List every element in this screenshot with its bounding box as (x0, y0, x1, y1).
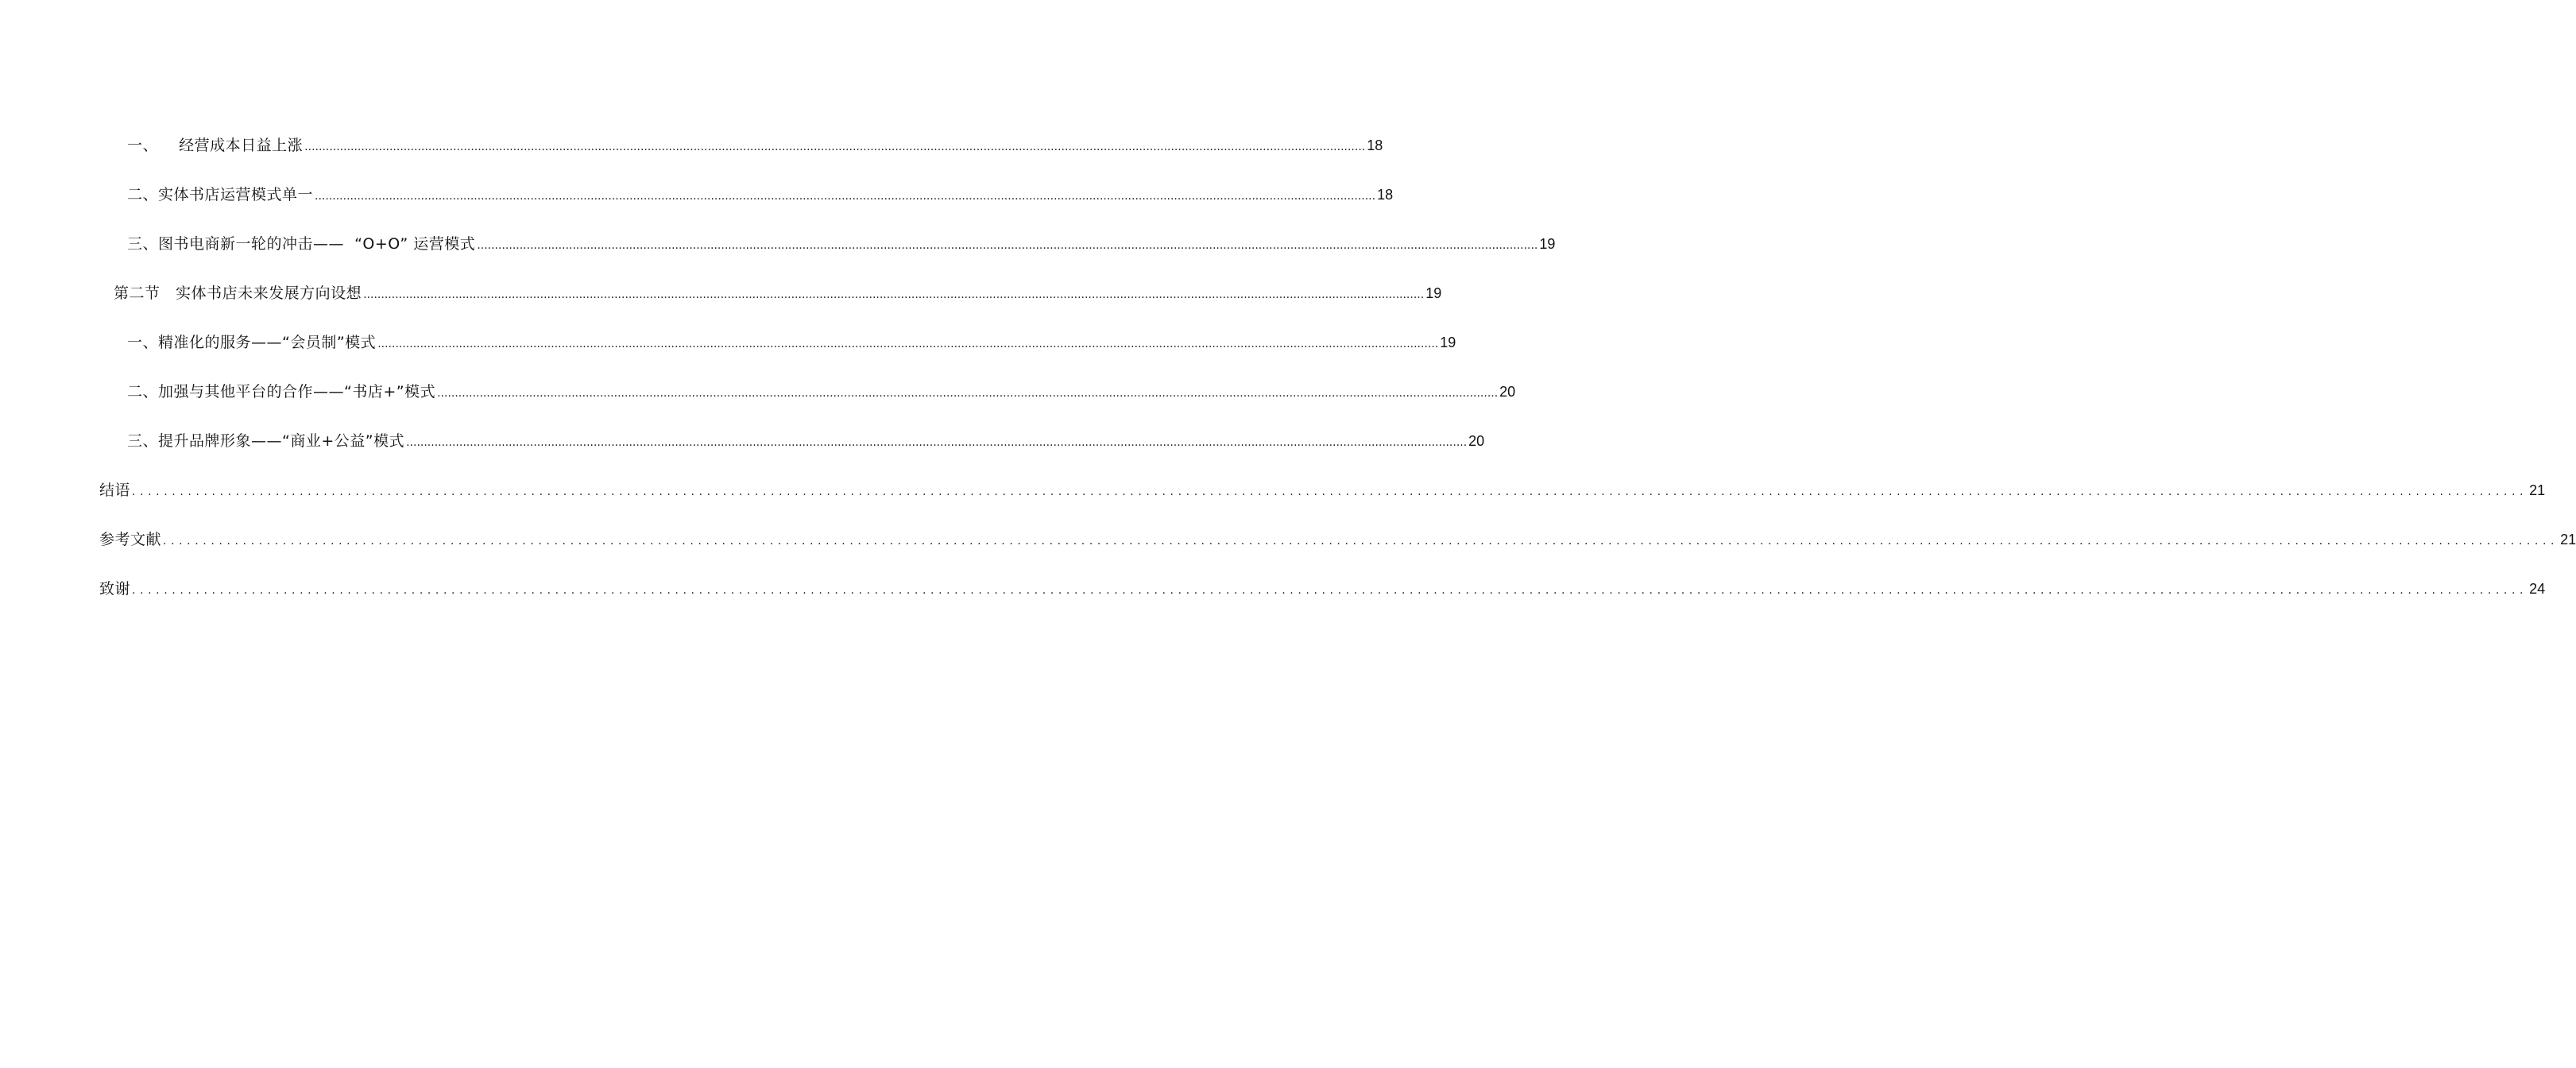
toc-entry-page: 18 (1377, 187, 1394, 203)
toc-entry-title: 三、图书电商新一轮的冲击—— “O+O” 运营模式 (127, 234, 476, 253)
toc-entry-title: 一、 经营成本日益上涨 (127, 136, 304, 154)
toc-entry-page: 21 (2529, 482, 2546, 498)
toc-entry-title: 三、提升品牌形象——“商业+公益”模式 (127, 431, 405, 450)
dot-leader: ............................................................................................................................................................................................................................................................................................................ (477, 239, 1538, 252)
table-of-contents (0, 121, 2576, 613)
dot-leader: ............................................................................................................................................................................................................................................................................................................ (163, 535, 2559, 548)
dot-leader: ............................................................................................................................................................................................................................................................................................................ (437, 387, 1499, 400)
toc-entry-page: 20 (1468, 433, 1485, 449)
toc-entry-page: 21 (2560, 532, 2576, 548)
toc-entry[interactable] (0, 416, 1485, 466)
toc-entry[interactable] (0, 219, 1556, 269)
toc-entry[interactable] (0, 515, 2576, 564)
dot-leader: ............................................................................................................................................................................................................................................................................................................ (304, 141, 1366, 153)
toc-entry[interactable] (0, 318, 1456, 367)
toc-entry[interactable] (0, 121, 1383, 170)
toc-entry-title: 二、实体书店运营模式单一 (127, 185, 314, 203)
toc-entry[interactable] (0, 367, 1516, 416)
toc-entry-page: 19 (1539, 236, 1556, 252)
dot-leader: ............................................................................................................................................................................................................................................................................................................ (406, 436, 1468, 449)
toc-entry[interactable] (0, 564, 2546, 613)
toc-entry-title: 结语 (99, 481, 131, 499)
toc-entry-page: 19 (1425, 285, 1442, 301)
toc-entry-page: 19 (1440, 335, 1456, 350)
dot-leader: ............................................................................................................................................................................................................................................................................................................ (363, 288, 1425, 301)
toc-entry-page: 24 (2529, 581, 2546, 597)
toc-entry-title: 第二节 实体书店未来发展方向设想 (114, 284, 362, 302)
toc-entry-title: 一、精准化的服务——“会员制”模式 (127, 333, 377, 351)
toc-entry-page: 20 (1499, 384, 1516, 400)
toc-entry[interactable] (0, 269, 1442, 318)
dot-leader: ............................................................................................................................................................................................................................................................................................................ (377, 338, 1439, 350)
dot-leader: ............................................................................................................................................................................................................................................................................................................ (315, 190, 1376, 203)
toc-entry[interactable] (0, 466, 2546, 515)
dot-leader: ............................................................................................................................................................................................................................................................................................................ (132, 584, 2528, 597)
toc-entry-title: 参考文献 (99, 530, 162, 548)
dot-leader: ............................................................................................................................................................................................................................................................................................................ (132, 486, 2528, 498)
toc-entry-page: 18 (1367, 137, 1383, 153)
toc-entry[interactable] (0, 170, 1394, 219)
toc-entry-title: 二、加强与其他平台的合作——“书店+”模式 (127, 382, 436, 400)
toc-entry-title: 致谢 (99, 579, 131, 598)
